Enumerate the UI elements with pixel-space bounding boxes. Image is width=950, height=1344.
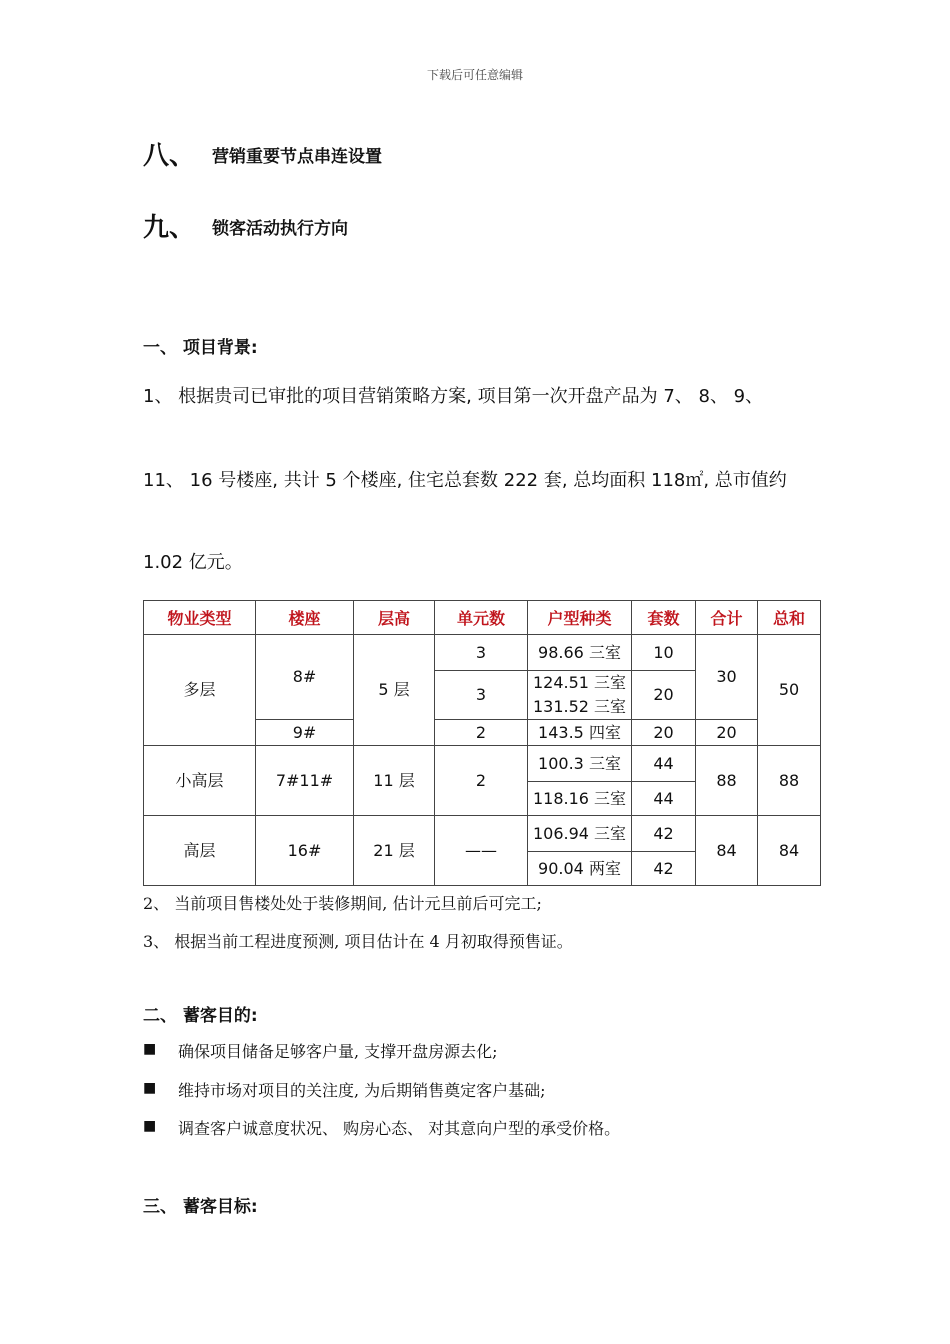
table-cell: 100.3 三室 xyxy=(528,746,632,782)
section-heading-target: 三、 蓄客目标: xyxy=(143,1197,258,1217)
table-cell: 3 xyxy=(435,635,528,671)
table-cell: 小高层 xyxy=(144,746,256,816)
table-cell: 2 xyxy=(435,746,528,816)
table-cell: 20 xyxy=(632,720,696,746)
header-cell: 合计 xyxy=(696,601,758,635)
note-line-3: 3、 根据当前工程进度预测, 项目估计在 4 月初取得预售证。 xyxy=(143,932,573,951)
table-cell: 高层 xyxy=(144,816,256,886)
table-cell: 44 xyxy=(632,782,696,816)
table-cell: 16# xyxy=(256,816,354,886)
bullet-square-icon: ■ xyxy=(143,1118,157,1134)
table-cell xyxy=(528,671,632,720)
header-cell: 户型种类 xyxy=(528,601,632,635)
header-cell: 单元数 xyxy=(435,601,528,635)
section-heading-background: 一、 项目背景: xyxy=(143,338,258,358)
table-cell: 3 xyxy=(435,671,528,720)
cell-line: 124.51 三室 xyxy=(532,673,627,692)
table-cell: 50 xyxy=(758,635,821,746)
toc-title-8: 营销重要节点串连设置 xyxy=(212,147,382,167)
table-cell: 88 xyxy=(758,746,821,816)
paragraph-line-2: 11、 16 号楼座, 共计 5 个楼座, 住宅总套数 222 套, 总均面积 118㎡, 总市值约 xyxy=(143,470,787,491)
table-cell: 88 xyxy=(696,746,758,816)
table-cell: 30 xyxy=(696,635,758,720)
table-cell: 42 xyxy=(632,852,696,886)
header-cell: 总和 xyxy=(758,601,821,635)
toc-number-8: 八、 xyxy=(143,141,196,171)
table-cell: 5 层 xyxy=(354,635,435,746)
bullet-square-icon: ■ xyxy=(143,1041,157,1057)
table-cell: 90.04 两室 xyxy=(528,852,632,886)
table-cell: 118.16 三室 xyxy=(528,782,632,816)
header-cell: 层高 xyxy=(354,601,435,635)
table-cell: 42 xyxy=(632,816,696,852)
table-cell: 20 xyxy=(696,720,758,746)
table-cell: 143.5 四室 xyxy=(528,720,632,746)
header-cell: 楼座 xyxy=(256,601,354,635)
table-cell: 98.66 三室 xyxy=(528,635,632,671)
table-cell: 84 xyxy=(758,816,821,886)
table-cell: 20 xyxy=(632,671,696,720)
product-table xyxy=(143,600,821,886)
toc-title-9: 锁客活动执行方向 xyxy=(212,219,348,239)
table-row xyxy=(144,635,821,671)
cell-line: 131.52 三室 xyxy=(532,697,627,716)
header-cell: 套数 xyxy=(632,601,696,635)
table-cell: —— xyxy=(435,816,528,886)
table-cell: 2 xyxy=(435,720,528,746)
bullet-item: 调查客户诚意度状况、 购房心态、 对其意向户型的承受价格。 xyxy=(178,1119,621,1138)
table-cell: 7#11# xyxy=(256,746,354,816)
note-line-2: 2、 当前项目售楼处处于装修期间, 估计元旦前后可完工; xyxy=(143,894,542,913)
paragraph-line-3: 1.02 亿元。 xyxy=(143,552,243,573)
table-row xyxy=(144,816,821,852)
bullet-square-icon: ■ xyxy=(143,1080,157,1096)
table-cell: 106.94 三室 xyxy=(528,816,632,852)
table-cell: 84 xyxy=(696,816,758,886)
table-cell: 44 xyxy=(632,746,696,782)
bullet-item: 维持市场对项目的关注度, 为后期销售奠定客户基础; xyxy=(178,1081,546,1100)
table-cell: 9# xyxy=(256,720,354,746)
section-heading-purpose: 二、 蓄客目的: xyxy=(143,1006,258,1026)
table-cell: 8# xyxy=(256,635,354,720)
table-cell: 21 层 xyxy=(354,816,435,886)
toc-number-9: 九、 xyxy=(143,213,196,243)
watermark: 下载后可任意编辑 xyxy=(426,68,523,82)
bullet-item: 确保项目储备足够客户量, 支撑开盘房源去化; xyxy=(178,1042,498,1061)
table-cell: 10 xyxy=(632,635,696,671)
table-cell: 11 层 xyxy=(354,746,435,816)
table-header-row xyxy=(144,601,821,635)
header-cell: 物业类型 xyxy=(144,601,256,635)
paragraph-line-1: 1、 根据贵司已审批的项目营销策略方案, 项目第一次开盘产品为 7、 8、 9、 xyxy=(143,386,764,407)
table-row xyxy=(144,746,821,782)
table-cell: 多层 xyxy=(144,635,256,746)
